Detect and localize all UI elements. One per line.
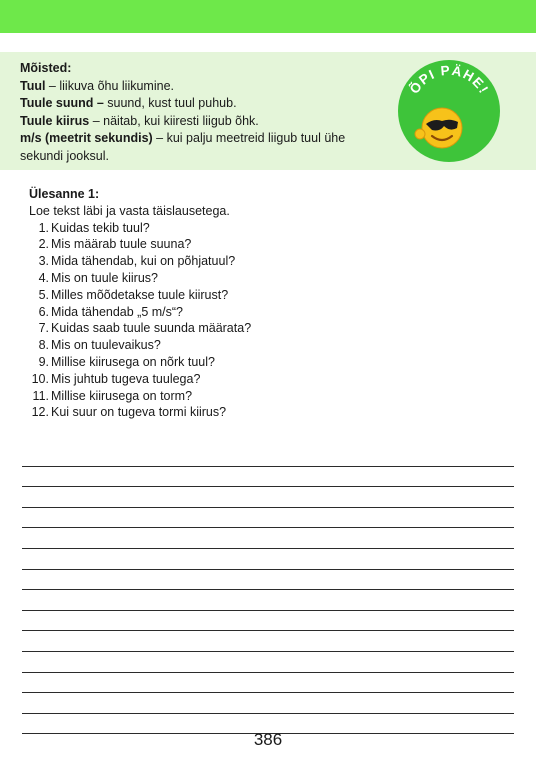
concept-definition: näitab, kui kiiresti liigub õhk. — [103, 113, 259, 128]
badge-text: ÕPI PÄHE! — [406, 62, 492, 97]
concept-definition: liikuva õhu liikumine. — [59, 78, 174, 93]
question-item: 6. Mida tähendab „5 m/s“? — [38, 304, 184, 319]
concepts-box — [0, 52, 536, 170]
question-item: 7. Kuidas saab tuule suunda määrata? — [38, 321, 252, 336]
concept-line: m/s (meetrit sekundis) – kui palju meetreid liigub tuul ühe — [20, 131, 346, 145]
answer-line — [22, 549, 514, 570]
question-item: 4. Mis on tuule kiirus? — [38, 270, 158, 285]
concepts-heading: Mõisted: — [20, 61, 72, 75]
answer-line — [22, 673, 514, 694]
concept-line: Tuule kiirus – näitab, kui kiiresti liigub õhk. — [20, 113, 259, 128]
answer-line — [22, 631, 514, 652]
answer-line — [22, 611, 514, 632]
concept-term: Tuul — [20, 78, 46, 93]
page-number: 386 — [253, 730, 283, 749]
task-heading: Ülesanne 1: — [29, 187, 100, 201]
question-item: 12. Kui suur on tugeva tormi kiirus? — [31, 405, 227, 420]
learn-by-heart-badge — [396, 58, 502, 164]
question-item: 2. Mis määrab tuule suuna? — [38, 237, 192, 252]
task-instruction: Loe tekst läbi ja vasta täislausetega. — [29, 203, 230, 218]
concept-continuation: sekundi jooksul. — [20, 148, 109, 163]
answer-lines — [22, 446, 514, 734]
question-item: 11. Millise kiirusega on torm? — [32, 388, 193, 403]
concept-line: Tuul – liikuva õhu liikumine. — [20, 78, 174, 93]
answer-line — [22, 570, 514, 591]
answer-line — [22, 487, 514, 508]
answer-line — [22, 528, 514, 549]
answer-line — [22, 590, 514, 611]
concept-definition: suund, kust tuul puhub. — [107, 96, 237, 110]
concept-definition: kui palju meetreid liigub tuul ühe — [166, 131, 346, 145]
top-color-band — [0, 0, 536, 33]
question-list — [29, 220, 509, 422]
concept-line — [20, 95, 380, 113]
answer-line — [22, 467, 514, 488]
question-item: 9. Millise kiirusega on nõrk tuul? — [38, 354, 215, 369]
concept-term: m/s (meetrit sekundis) — [20, 131, 153, 145]
concept-term: Tuule kiirus — [20, 113, 90, 128]
answer-line — [22, 446, 514, 467]
task-section — [29, 186, 509, 421]
answer-line — [22, 693, 514, 714]
answer-line — [22, 652, 514, 673]
concepts-text — [20, 60, 380, 165]
answer-line — [22, 508, 514, 529]
question-item: 8. Mis on tuulevaikus? — [38, 338, 161, 353]
question-item: 3. Mida tähendab, kui on põhjatuul? — [38, 254, 236, 269]
question-item: 1. Kuidas tekib tuul? — [38, 220, 150, 235]
question-item: 10. Mis juhtub tugeva tuulega? — [31, 371, 201, 386]
question-item: 5. Milles mõõdetakse tuule kiirust? — [38, 287, 229, 302]
concept-term: Tuule suund – — [20, 96, 104, 110]
